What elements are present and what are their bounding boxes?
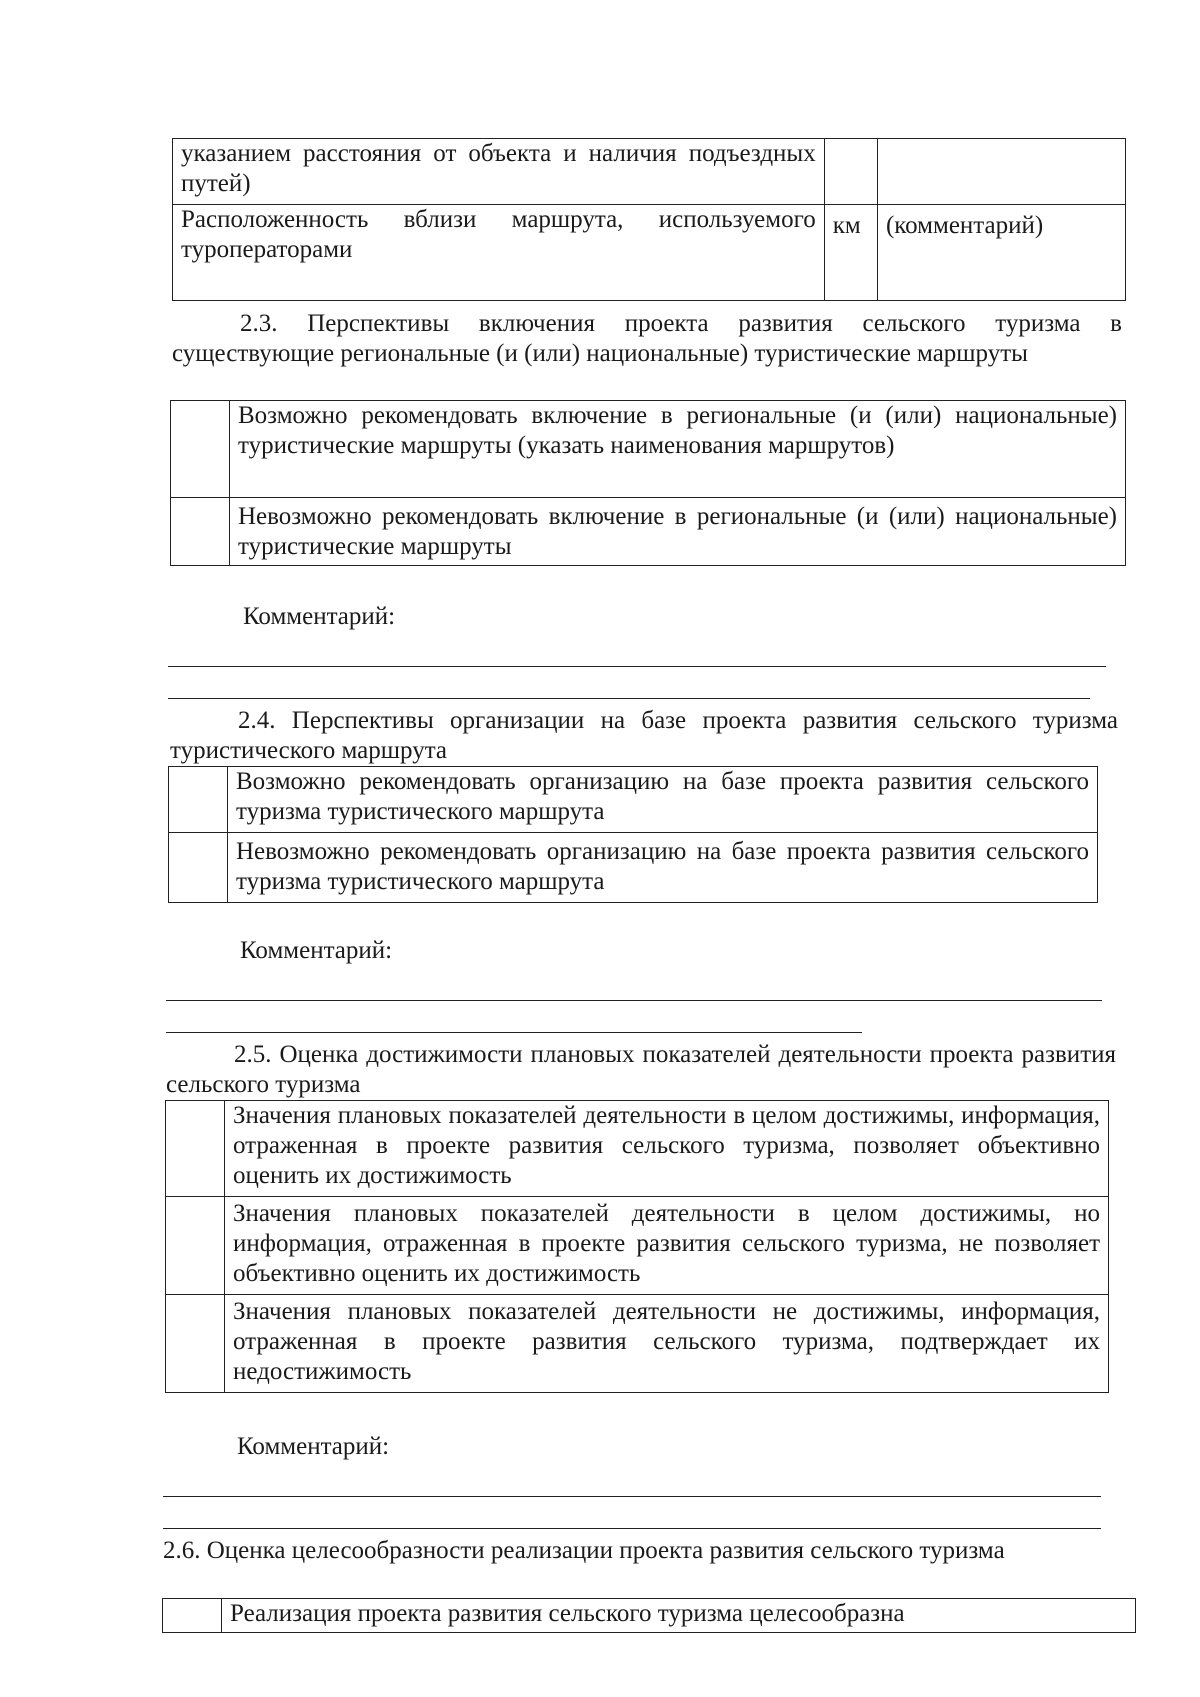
table-cell-unit: км [824,205,877,301]
option-checkbox[interactable] [171,401,230,498]
table-cell-text: указанием расстояния от объекта и наличия подъездных путей) [173,139,825,205]
comment-line[interactable] [166,1000,1102,1001]
option-checkbox[interactable] [169,767,228,833]
option-row [166,1101,1109,1197]
comment-line[interactable] [168,698,1090,699]
section-2-4-heading: 2.4. Перспективы организации на базе проекта развития сельского туризма туристического маршрута [170,707,1118,764]
option-checkbox[interactable] [166,1295,225,1393]
option-row [171,498,1126,566]
comment-line[interactable] [166,1032,862,1033]
comment-label: Комментарий: [243,603,396,630]
option-checkbox[interactable] [166,1101,225,1197]
option-row [169,767,1098,833]
option-checkbox[interactable] [169,833,228,903]
section-2-3-options [170,400,1126,566]
option-checkbox[interactable] [171,498,230,566]
option-label: Невозможно рекомендовать организацию на базе проекта развития сельского туризма туристического маршрута [228,833,1098,903]
table-row [173,205,1126,301]
option-label: Значения плановых показателей деятельности в целом достижимы, информация, отраженная в проекте развития сельского туризма, позволяет объективно оценить их достижимость [225,1101,1109,1197]
option-checkbox[interactable] [163,1599,222,1633]
section-2-5-options [165,1100,1109,1393]
section-2-6-heading: 2.6. Оценка целесообразности реализации проекта развития сельского туризма [163,1537,1005,1564]
option-label: Реализация проекта развития сельского туризма целесообразна [222,1599,1136,1633]
section-2-5-heading: 2.5. Оценка достижимости плановых показателей деятельности проекта развития сельского туризма [166,1041,1116,1098]
option-label: Значения плановых показателей деятельности в целом достижимы, но информация, отраженная в проекте развития сельского туризма, не позволяет объективно оценить их достижимость [225,1197,1109,1295]
comment-label: Комментарий: [240,937,393,964]
comment-line[interactable] [168,666,1106,667]
option-label: Значения плановых показателей деятельности не достижимы, информация, отраженная в проекте развития сельского туризма, подтверждает их недостижимость [225,1295,1109,1393]
option-checkbox[interactable] [166,1197,225,1295]
comment-line[interactable] [163,1496,1101,1497]
table-cell-text: Расположенность вблизи маршрута, используемого туроператорами [173,205,825,301]
table-row [173,139,1126,205]
option-row [171,401,1126,498]
section-2-6-options [162,1598,1136,1633]
option-label: Возможно рекомендовать организацию на базе проекта развития сельского туризма туристического маршрута [228,767,1098,833]
section-2-4-options [168,766,1098,903]
option-row [166,1197,1109,1295]
option-row [166,1295,1109,1393]
option-label: Возможно рекомендовать включение в региональные (и (или) национальные) туристические маршруты (указать наименования маршрутов) [230,401,1126,498]
comment-label: Комментарий: [237,1433,390,1460]
table-cell-value: (комментарий) [877,205,1125,301]
characteristics-table [172,138,1126,301]
table-cell-unit [824,139,877,205]
option-row [169,833,1098,903]
section-2-3-heading: 2.3. Перспективы включения проекта развития сельского туризма в существующие региональные (и (или) национальные) туристические маршруты [172,310,1122,367]
comment-line[interactable] [163,1528,1101,1529]
option-row [163,1599,1136,1633]
option-label: Невозможно рекомендовать включение в региональные (и (или) национальные) туристические маршруты [230,498,1126,566]
table-cell-value [877,139,1125,205]
